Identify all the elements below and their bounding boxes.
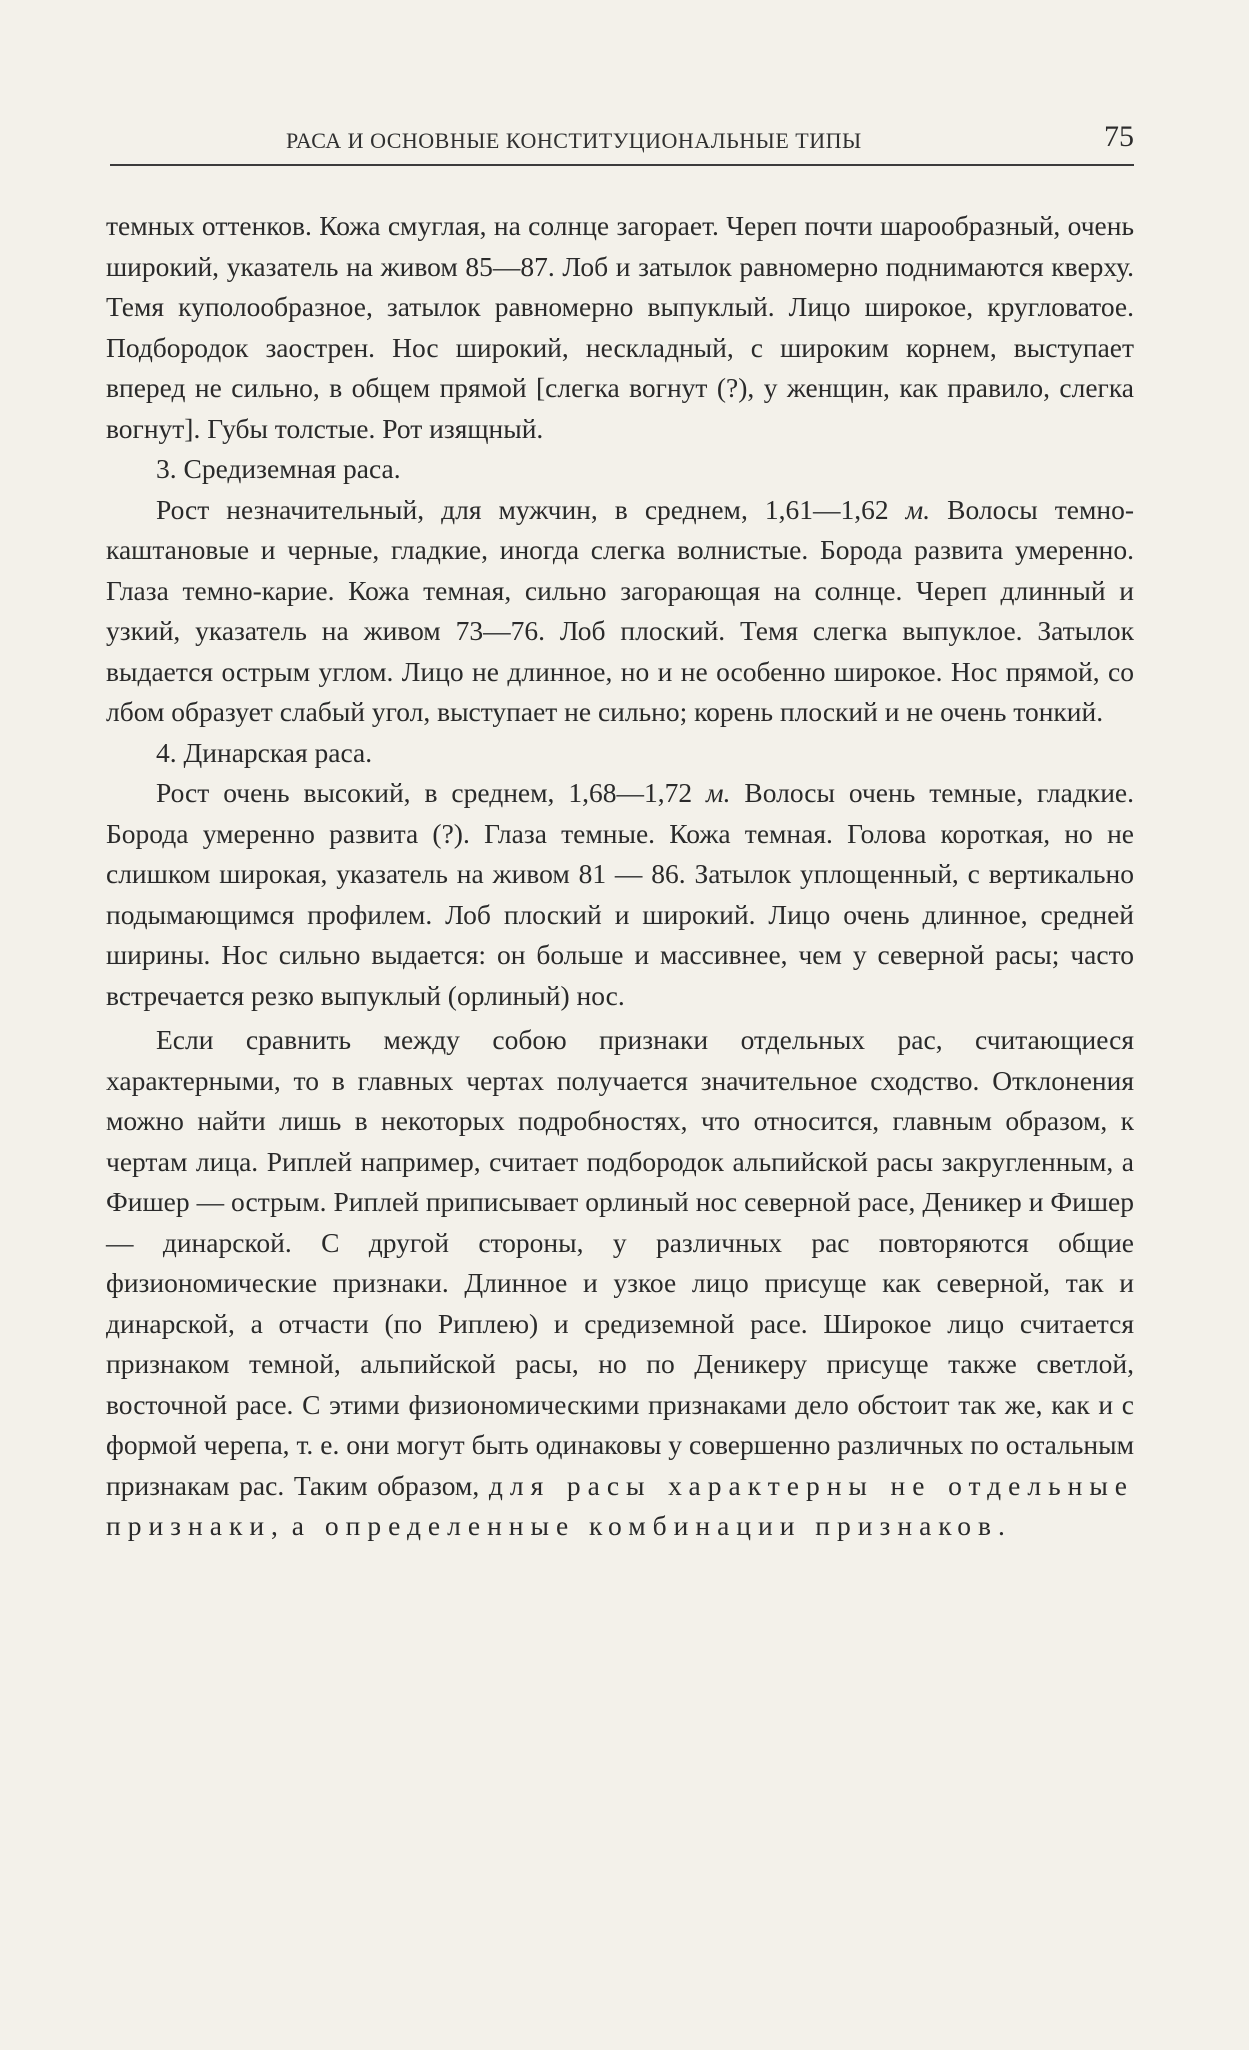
comparison-text: Если сравнить между собою признаки отдельных рас, считающиеся характерными, то в главных чертах получается значительное сходство. Отклонения можно найти лишь в некоторых подробностях, что относится, главным образом, к чертам лица. Риплей например, считает подбородок альпийской расы закругленным, а Фишер — острым. Риплей приписывает орлиный нос северной расе, Деникер и Фишер — динарской. С другой стороны, у различных рас повторяются общие физиономические признаки. Длинное и узкое лицо присуще как северной, так и динарской, а отчасти (по Риплею) и средиземной расе. Широкое лицо считается признаком темной, альпийской расы, но по Деникеру присуще также светлой, восточной расе. С этими физиономическими признаками дело обстоит так же, как и с формой черепа, т. е. они могут быть одинаковы у совершенно различных по остальным признакам рас. Таким образом, xyxy=(106,1024,1134,1501)
comparison-emphasis-1: для расы характерны не отдельные признаки, xyxy=(106,1469,1135,1541)
dinaric-height-unit: м. xyxy=(706,777,731,808)
paragraph-alpine-continued: темных оттенков. Кожа смуглая, на солнце загорает. Череп почти шарообразный, очень широкий, указатель на живом 85—87. Лоб и затылок равномерно поднимаются кверху. Темя куполообразное, затылок равномерно выпуклый. Лицо широкое, кругловатое. Подбородок заострен. Нос широкий, нескладный, с широким корнем, выступает вперед не сильно, в общем прямой [слегка вогнут (?), у женщин, как правило, слегка вогнут]. Губы толстые. Рот изящный. xyxy=(106,210,1134,444)
heading-mediterranean-race: 3. Средиземная раса. xyxy=(156,453,401,484)
dinaric-height-text: Рост очень высокий, в среднем, 1,68—1,72 xyxy=(156,777,693,808)
mediterranean-height-unit: м. xyxy=(905,493,931,525)
heading-dinaric-race: 4. Динарская раса. xyxy=(156,736,373,768)
paragraph-dinaric xyxy=(106,773,1134,1016)
page-number: 75 xyxy=(1104,120,1134,153)
paragraph-mediterranean xyxy=(106,490,1134,733)
paragraph-comparison xyxy=(106,1020,1134,1547)
page-header xyxy=(110,120,1134,166)
mediterranean-description: Волосы темно-каштановые и черные, гладкие, иногда слегка волнистые. Борода развита умеренно. Глаза темно-карие. Кожа темная, сильно загорающая на солнце. Череп длинный и узкий, указатель на живом 73—76. Лоб плоский. Темя слегка выпуклое. Затылок выдается острым углом. Лицо не длинное, но и не особенно широкое. Нос прямой, со лбом образует слабый угол, выступает не сильно; корень плоский и не очень тонкий. xyxy=(106,493,1135,727)
mediterranean-height-text: Рост незначительный, для мужчин, в среднем, 1,61—1,62 xyxy=(156,493,889,525)
dinaric-description: Волосы очень темные, гладкие. Борода умеренно развита (?). Глаза темные. Кожа темная. Голова короткая, но не слишком широкая, указатель на живом 81 — 86. Затылок уплощенный, с вертикально подымающимся профилем. Лоб плоский и широкий. Лицо очень длинное, средней ширины. Нос сильно выдается: он больше и массивнее, чем у северной расы; часто встречается резко выпуклый (орлиный) нос. xyxy=(106,777,1134,1011)
running-head: РАСА И ОСНОВНЫЕ КОНСТИТУЦИОНАЛЬНЫЕ ТИПЫ xyxy=(286,128,862,153)
body-text xyxy=(106,206,1134,1547)
comparison-emphasis-2: а определенные комбинации признаков. xyxy=(291,1510,1012,1541)
